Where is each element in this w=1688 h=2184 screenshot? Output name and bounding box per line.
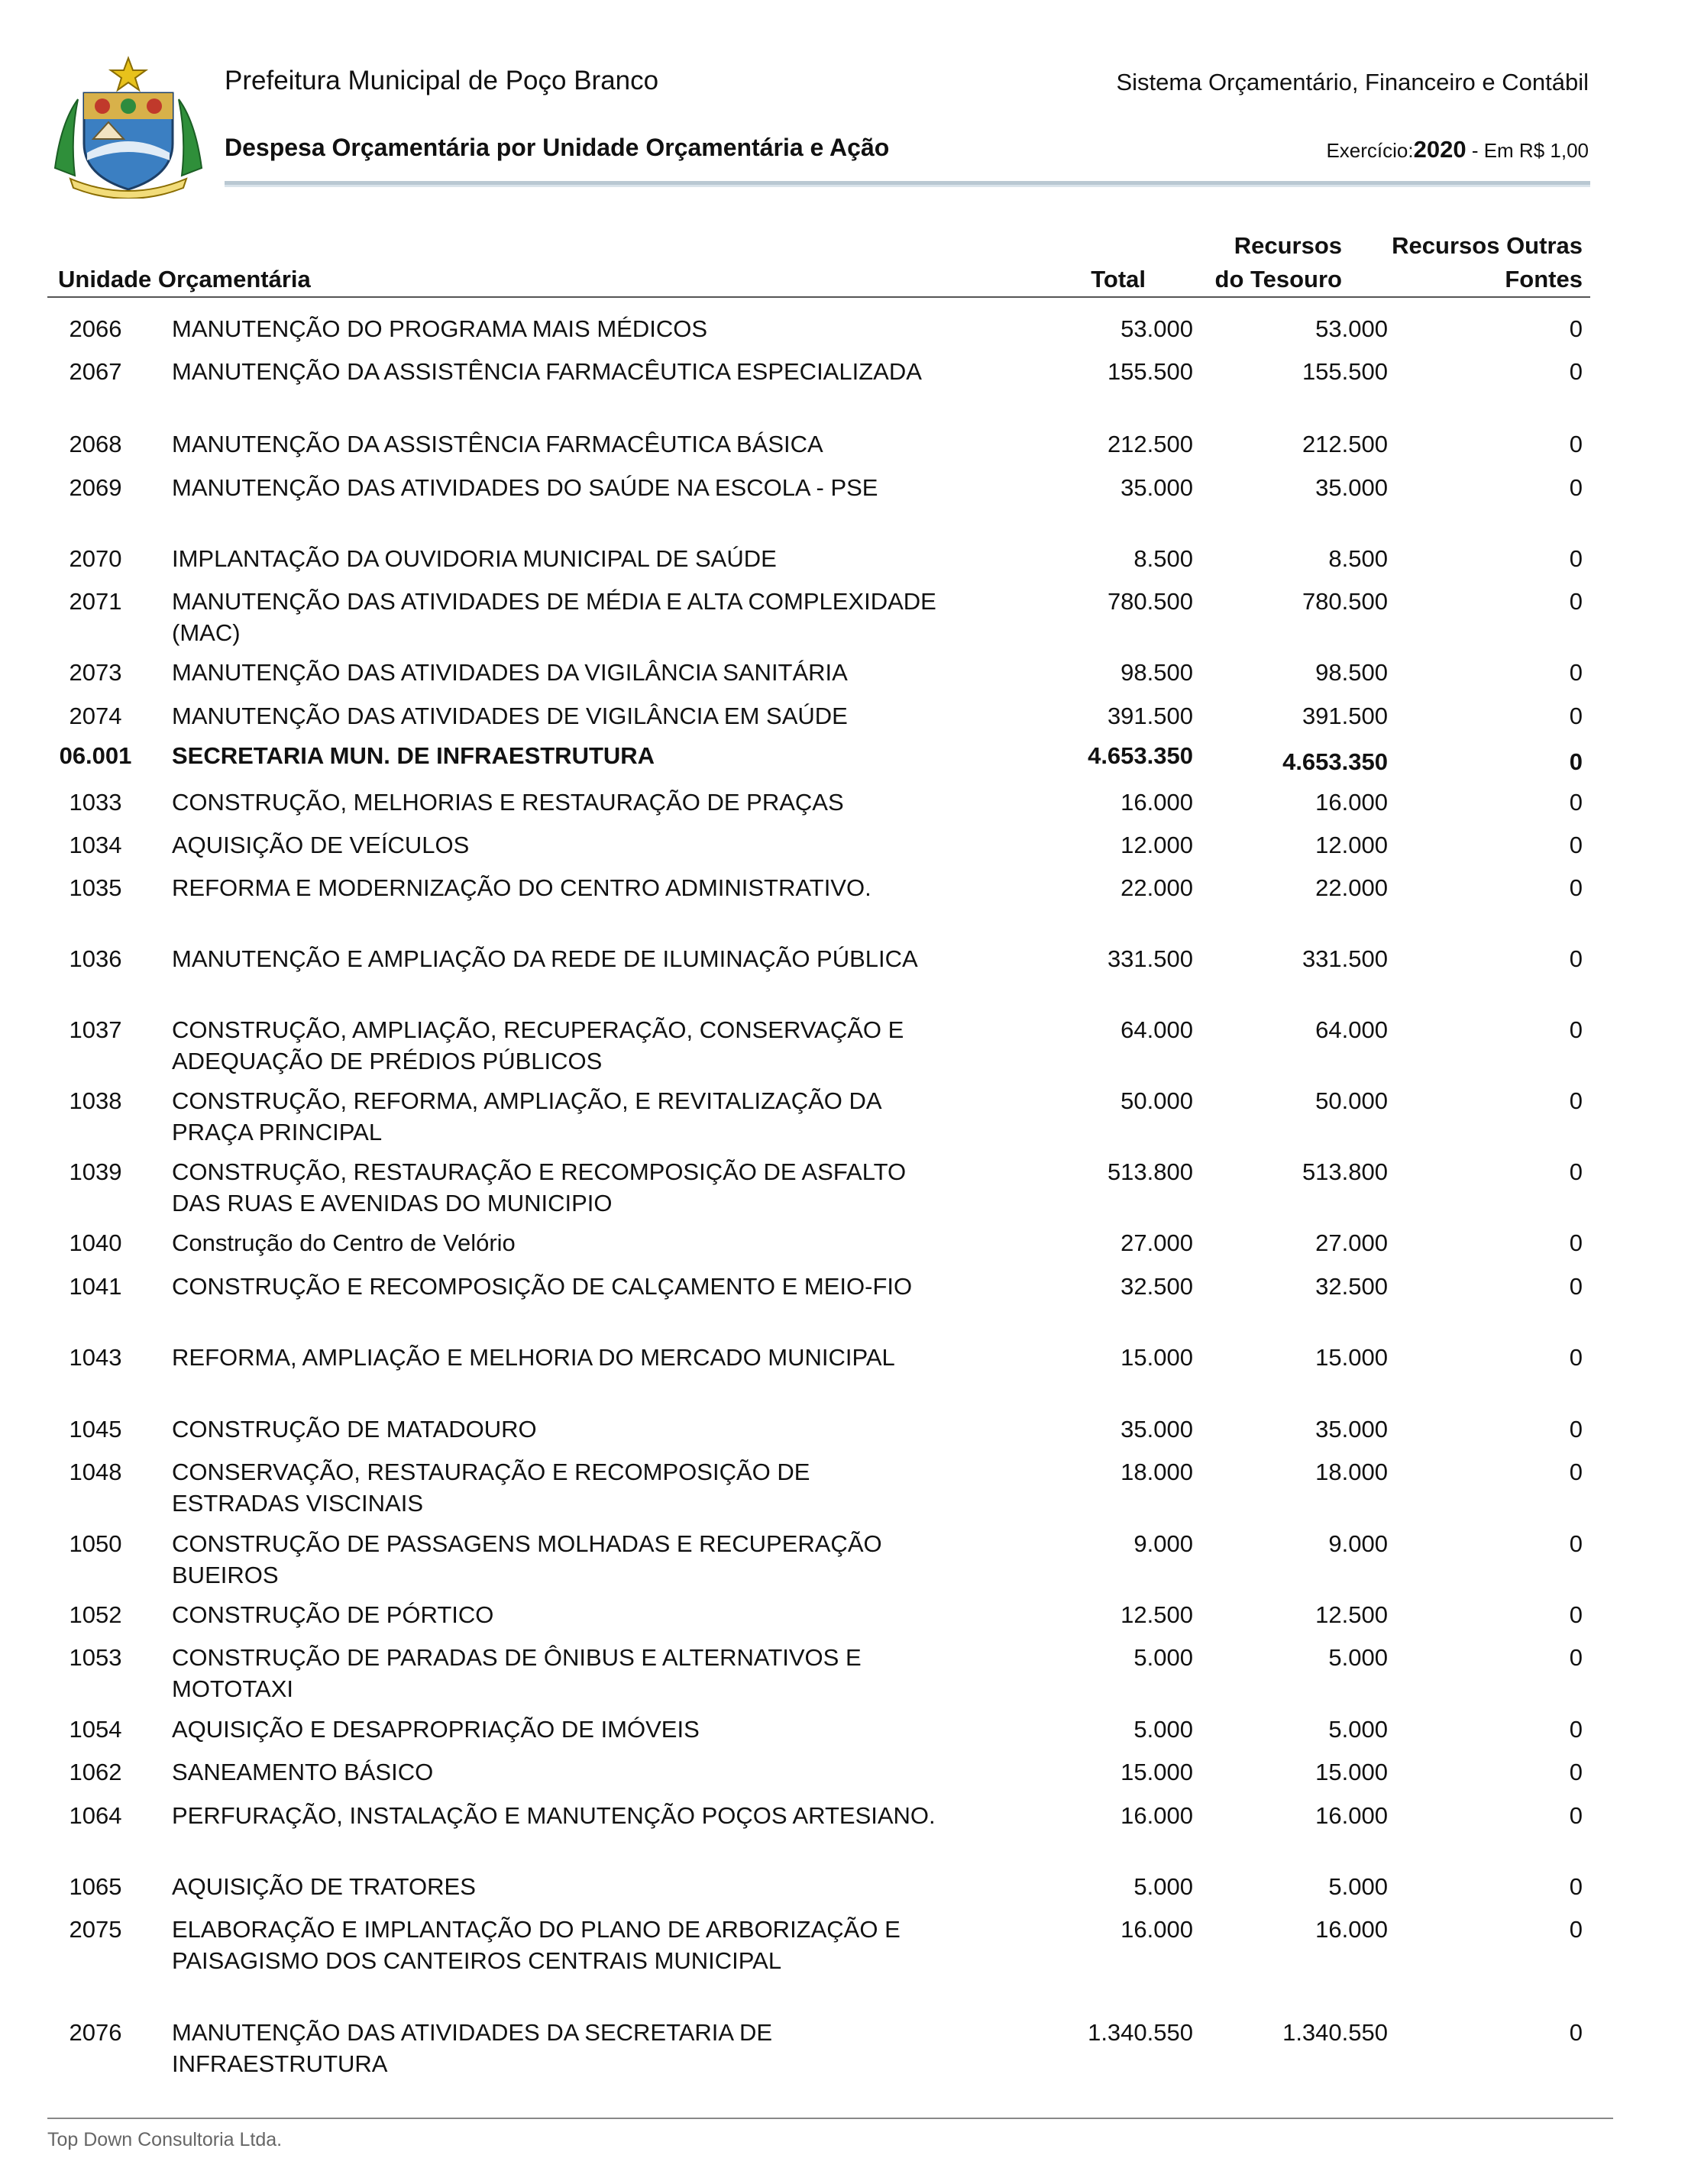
row-tesouro: 5.000 <box>1328 1716 1388 1743</box>
row-total: 15.000 <box>1120 1759 1193 1785</box>
column-header-tesouro <box>1146 229 1342 296</box>
row-outras: 0 <box>1569 874 1583 901</box>
row-total: 5.000 <box>1133 1644 1193 1671</box>
unit-name: SECRETARIA MUN. DE INFRAESTRUTURA <box>172 742 655 769</box>
row-code: 2069 <box>69 474 122 501</box>
row-description: MANUTENÇÃO DAS ATIVIDADES DA VIGILÂNCIA SANITÁRIA <box>172 659 848 686</box>
system-name: Sistema Orçamentário, Financeiro e Contábil <box>1116 69 1589 95</box>
row-tesouro: 50.000 <box>1315 1087 1388 1114</box>
row-code: 1037 <box>69 1016 122 1043</box>
row-outras: 0 <box>1569 431 1583 457</box>
row-total: 35.000 <box>1120 474 1193 501</box>
row-tesouro: 32.500 <box>1315 1273 1388 1300</box>
row-description: MANUTENÇÃO DA ASSISTÊNCIA FARMACÊUTICA ESPECIALIZADA <box>172 358 922 385</box>
header-divider <box>225 181 1590 187</box>
row-outras: 0 <box>1569 1601 1583 1628</box>
row-outras: 0 <box>1569 1158 1583 1185</box>
row-tesouro: 12.500 <box>1315 1601 1388 1628</box>
row-outras: 0 <box>1569 474 1583 501</box>
row-code: 2073 <box>69 659 122 686</box>
column-header-divider <box>47 296 1590 298</box>
row-total: 16.000 <box>1120 1802 1193 1829</box>
row-tesouro: 16.000 <box>1315 1802 1388 1829</box>
row-outras: 0 <box>1569 588 1583 615</box>
row-outras: 0 <box>1569 832 1583 858</box>
row-tesouro: 35.000 <box>1315 1416 1388 1443</box>
row-outras: 0 <box>1569 545 1583 572</box>
report-subtitle: Despesa Orçamentária por Unidade Orçamentária e Ação <box>225 134 890 161</box>
row-description: CONSTRUÇÃO DE PÓRTICO <box>172 1601 494 1628</box>
row-outras: 0 <box>1569 1087 1583 1114</box>
row-code: 1045 <box>69 1416 122 1443</box>
row-code: 1038 <box>69 1087 122 1114</box>
row-description: CONSTRUÇÃO DE MATADOURO <box>172 1416 537 1443</box>
row-tesouro: 331.500 <box>1302 945 1388 972</box>
row-tesouro: 18.000 <box>1315 1459 1388 1485</box>
row-description: MANUTENÇÃO DAS ATIVIDADES DO SAÚDE NA ESCOLA - PSE <box>172 474 878 501</box>
row-tesouro: 8.500 <box>1328 545 1388 572</box>
row-description: CONSTRUÇÃO, AMPLIAÇÃO, RECUPERAÇÃO, CONSERVAÇÃO E ADEQUAÇÃO DE PRÉDIOS PÚBLICOS <box>172 1016 904 1074</box>
row-total: 35.000 <box>1120 1416 1193 1443</box>
row-code: 1062 <box>69 1759 122 1785</box>
page-title: Prefeitura Municipal de Poço Branco <box>225 66 659 95</box>
row-total: 22.000 <box>1120 874 1193 901</box>
row-total: 32.500 <box>1120 1273 1193 1300</box>
row-total: 331.500 <box>1107 945 1193 972</box>
row-description: CONSTRUÇÃO DE PARADAS DE ÔNIBUS E ALTERNATIVOS E MOTOTAXI <box>172 1644 862 1702</box>
row-tesouro: 9.000 <box>1328 1530 1388 1557</box>
row-total: 12.000 <box>1120 832 1193 858</box>
column-header-outras <box>1344 229 1583 296</box>
row-tesouro: 212.500 <box>1302 431 1388 457</box>
row-total: 5.000 <box>1133 1716 1193 1743</box>
row-code: 1034 <box>69 832 122 858</box>
row-tesouro: 53.000 <box>1315 315 1388 342</box>
row-tesouro: 98.500 <box>1315 659 1388 686</box>
column-header-outras-line2: Fontes <box>1505 266 1583 292</box>
row-total: 155.500 <box>1107 358 1193 385</box>
row-code: 1041 <box>69 1273 122 1300</box>
unit-outras: 0 <box>1569 748 1583 775</box>
row-tesouro: 5.000 <box>1328 1873 1388 1900</box>
row-description: MANUTENÇÃO DA ASSISTÊNCIA FARMACÊUTICA BÁSICA <box>172 431 823 457</box>
row-description: ELABORAÇÃO E IMPLANTAÇÃO DO PLANO DE ARBORIZAÇÃO E PAISAGISMO DOS CANTEIROS CENTRAIS MUNICIPAL <box>172 1916 901 1974</box>
row-code: 1033 <box>69 789 122 816</box>
row-outras: 0 <box>1569 1716 1583 1743</box>
row-tesouro: 5.000 <box>1328 1644 1388 1671</box>
row-description: AQUISIÇÃO E DESAPROPRIAÇÃO DE IMÓVEIS <box>172 1716 700 1743</box>
row-code: 2076 <box>69 2019 122 2046</box>
row-tesouro: 16.000 <box>1315 789 1388 816</box>
coat-of-arms-logo <box>47 53 209 199</box>
row-description: Construção do Centro de Velório <box>172 1229 516 1256</box>
row-total: 50.000 <box>1120 1087 1193 1114</box>
row-tesouro: 780.500 <box>1302 588 1388 615</box>
row-code: 1052 <box>69 1601 122 1628</box>
row-code: 1054 <box>69 1716 122 1743</box>
row-tesouro: 391.500 <box>1302 703 1388 729</box>
row-outras: 0 <box>1569 1459 1583 1485</box>
row-tesouro: 22.000 <box>1315 874 1388 901</box>
currency-note: - Em R$ 1,00 <box>1466 139 1589 162</box>
row-tesouro: 12.000 <box>1315 832 1388 858</box>
row-code: 2067 <box>69 358 122 385</box>
row-code: 2071 <box>69 588 122 615</box>
row-outras: 0 <box>1569 659 1583 686</box>
row-outras: 0 <box>1569 1416 1583 1443</box>
row-description: IMPLANTAÇÃO DA OUVIDORIA MUNICIPAL DE SAÚDE <box>172 545 777 572</box>
footer-company: Top Down Consultoria Ltda. <box>47 2129 283 2150</box>
row-outras: 0 <box>1569 1873 1583 1900</box>
row-outras: 0 <box>1569 1016 1583 1043</box>
row-code: 2070 <box>69 545 122 572</box>
row-code: 1065 <box>69 1873 122 1900</box>
exercise-year: 2020 <box>1413 136 1466 163</box>
row-tesouro: 513.800 <box>1302 1158 1388 1185</box>
row-total: 212.500 <box>1107 431 1193 457</box>
row-description: CONSTRUÇÃO, RESTAURAÇÃO E RECOMPOSIÇÃO DE ASFALTO DAS RUAS E AVENIDAS DO MUNICIPIO <box>172 1158 907 1216</box>
row-total: 8.500 <box>1133 545 1193 572</box>
row-outras: 0 <box>1569 315 1583 342</box>
row-code: 1050 <box>69 1530 122 1557</box>
row-outras: 0 <box>1569 1530 1583 1557</box>
row-tesouro: 35.000 <box>1315 474 1388 501</box>
row-code: 1043 <box>69 1344 122 1371</box>
row-total: 27.000 <box>1120 1229 1193 1256</box>
row-tesouro: 15.000 <box>1315 1759 1388 1785</box>
row-description: MANUTENÇÃO DAS ATIVIDADES DE VIGILÂNCIA EM SAÚDE <box>172 703 848 729</box>
row-outras: 0 <box>1569 1229 1583 1256</box>
row-description: PERFURAÇÃO, INSTALAÇÃO E MANUTENÇÃO POÇOS ARTESIANO. <box>172 1802 936 1829</box>
row-code: 2075 <box>69 1916 122 1943</box>
row-description: CONSTRUÇÃO DE PASSAGENS MOLHADAS E RECUPERAÇÃO BUEIROS <box>172 1530 882 1588</box>
row-total: 513.800 <box>1107 1158 1193 1185</box>
column-header-unit: Unidade Orçamentária <box>58 266 311 292</box>
row-total: 16.000 <box>1120 1916 1193 1943</box>
row-code: 1053 <box>69 1644 122 1671</box>
row-outras: 0 <box>1569 358 1583 385</box>
column-header-total: Total <box>1091 266 1146 292</box>
row-outras: 0 <box>1569 1644 1583 1671</box>
row-description: MANUTENÇÃO DAS ATIVIDADES DA SECRETARIA DE INFRAESTRUTURA <box>172 2019 773 2077</box>
row-total: 53.000 <box>1120 315 1193 342</box>
row-code: 1035 <box>69 874 122 901</box>
row-description: AQUISIÇÃO DE TRATORES <box>172 1873 476 1900</box>
row-tesouro: 155.500 <box>1302 358 1388 385</box>
row-tesouro: 1.340.550 <box>1282 2019 1388 2046</box>
unit-tesouro: 4.653.350 <box>1282 748 1388 775</box>
row-code: 2068 <box>69 431 122 457</box>
row-code: 2074 <box>69 703 122 729</box>
column-header-outras-line1: Recursos Outras <box>1392 232 1583 259</box>
exercise-info <box>1326 136 1589 163</box>
row-total: 391.500 <box>1107 703 1193 729</box>
row-code: 2066 <box>69 315 122 342</box>
row-description: CONSERVAÇÃO, RESTAURAÇÃO E RECOMPOSIÇÃO DE ESTRADAS VISCINAIS <box>172 1459 810 1517</box>
row-description: MANUTENÇÃO DO PROGRAMA MAIS MÉDICOS <box>172 315 708 342</box>
row-total: 9.000 <box>1133 1530 1193 1557</box>
footer-divider <box>47 2118 1613 2119</box>
row-outras: 0 <box>1569 2019 1583 2046</box>
row-tesouro: 16.000 <box>1315 1916 1388 1943</box>
row-total: 12.500 <box>1120 1601 1193 1628</box>
row-outras: 0 <box>1569 1916 1583 1943</box>
row-total: 98.500 <box>1120 659 1193 686</box>
unit-code: 06.001 <box>59 742 132 769</box>
row-description: CONSTRUÇÃO, REFORMA, AMPLIAÇÃO, E REVITALIZAÇÃO DA PRAÇA PRINCIPAL <box>172 1087 881 1145</box>
row-total: 15.000 <box>1120 1344 1193 1371</box>
row-total: 780.500 <box>1107 588 1193 615</box>
column-header-tesouro-line1: Recursos <box>1234 232 1342 259</box>
exercise-label: Exercício: <box>1326 139 1414 162</box>
row-total: 16.000 <box>1120 789 1193 816</box>
row-description: SANEAMENTO BÁSICO <box>172 1759 434 1785</box>
row-code: 1048 <box>69 1459 122 1485</box>
row-outras: 0 <box>1569 1273 1583 1300</box>
column-header-tesouro-line2: do Tesouro <box>1214 266 1342 292</box>
row-tesouro: 64.000 <box>1315 1016 1388 1043</box>
row-description: REFORMA E MODERNIZAÇÃO DO CENTRO ADMINISTRATIVO. <box>172 874 871 901</box>
row-total: 1.340.550 <box>1088 2019 1193 2046</box>
row-code: 1064 <box>69 1802 122 1829</box>
row-description: CONSTRUÇÃO, MELHORIAS E RESTAURAÇÃO DE PRAÇAS <box>172 789 844 816</box>
row-total: 64.000 <box>1120 1016 1193 1043</box>
row-tesouro: 27.000 <box>1315 1229 1388 1256</box>
row-description: AQUISIÇÃO DE VEÍCULOS <box>172 832 470 858</box>
row-code: 1039 <box>69 1158 122 1185</box>
row-outras: 0 <box>1569 1759 1583 1785</box>
row-description: REFORMA, AMPLIAÇÃO E MELHORIA DO MERCADO MUNICIPAL <box>172 1344 895 1371</box>
row-code: 1040 <box>69 1229 122 1256</box>
unit-total: 4.653.350 <box>1088 742 1193 769</box>
row-outras: 0 <box>1569 945 1583 972</box>
row-total: 18.000 <box>1120 1459 1193 1485</box>
row-outras: 0 <box>1569 1344 1583 1371</box>
row-description: CONSTRUÇÃO E RECOMPOSIÇÃO DE CALÇAMENTO E MEIO-FIO <box>172 1273 913 1300</box>
row-outras: 0 <box>1569 1802 1583 1829</box>
row-code: 1036 <box>69 945 122 972</box>
row-description: MANUTENÇÃO DAS ATIVIDADES DE MÉDIA E ALTA COMPLEXIDADE (MAC) <box>172 588 936 646</box>
row-total: 5.000 <box>1133 1873 1193 1900</box>
row-tesouro: 15.000 <box>1315 1344 1388 1371</box>
row-outras: 0 <box>1569 703 1583 729</box>
row-description: MANUTENÇÃO E AMPLIAÇÃO DA REDE DE ILUMINAÇÃO PÚBLICA <box>172 945 918 972</box>
row-outras: 0 <box>1569 789 1583 816</box>
